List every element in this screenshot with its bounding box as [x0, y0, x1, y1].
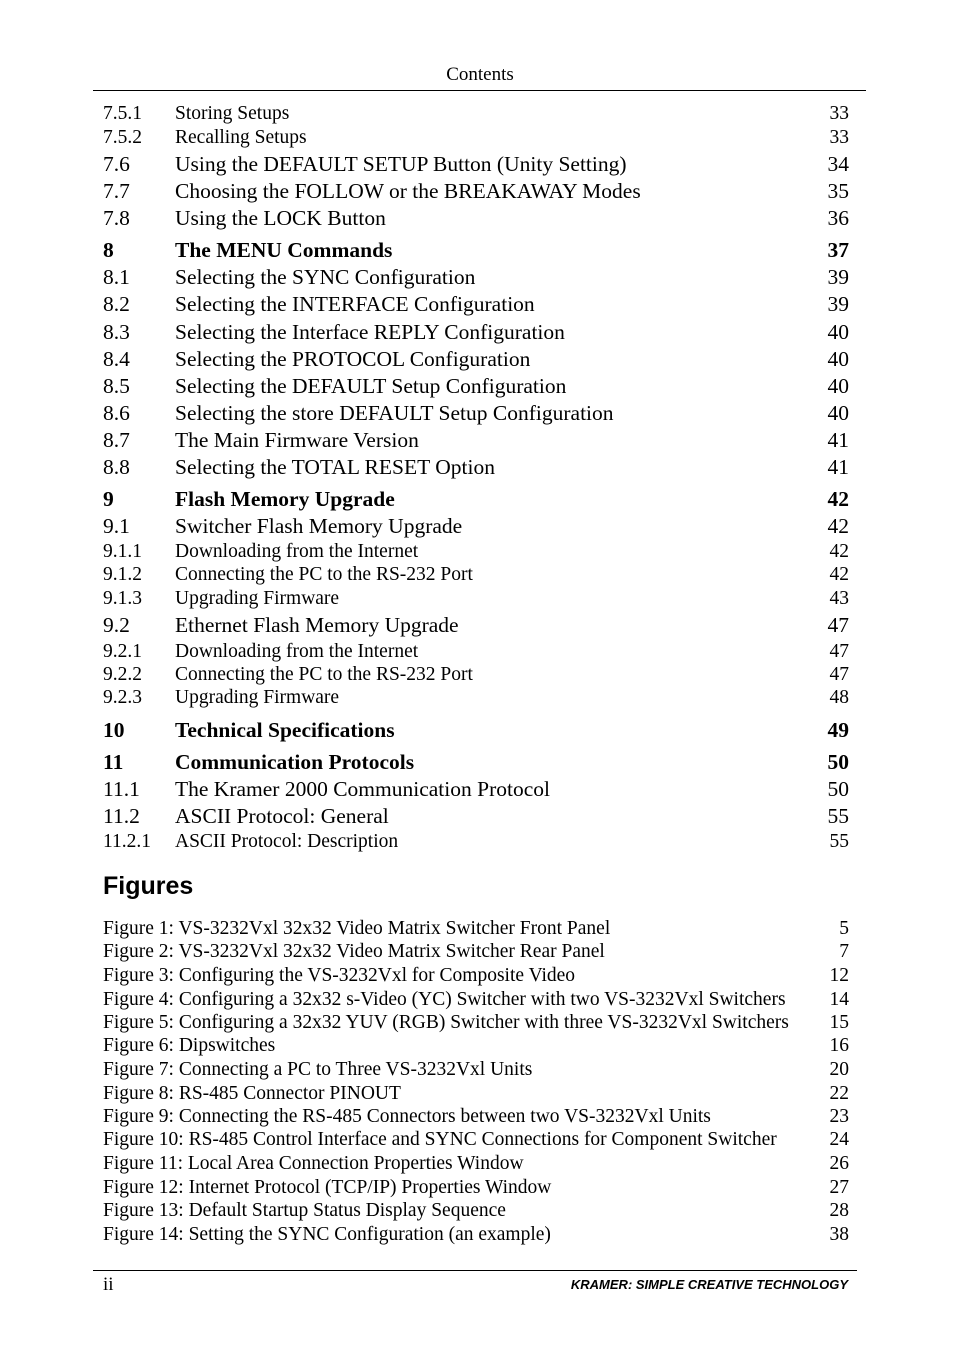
toc-entry[interactable]: [103, 206, 849, 230]
toc-entry-number: 9.2.3: [103, 687, 142, 708]
toc-entry-title: Downloading from the Internet: [175, 641, 419, 662]
figure-entry-page: 12: [829, 965, 849, 986]
figure-entry-page: 16: [829, 1035, 849, 1056]
toc-entry-title: Upgrading Firmware: [175, 588, 340, 609]
toc-entry-number: 8.3: [103, 320, 130, 344]
toc-entry-page: 39: [827, 265, 849, 289]
toc-entry-number: 11.1: [103, 777, 140, 801]
toc-entry[interactable]: [103, 179, 849, 203]
toc-entry-number: 9.1: [103, 514, 130, 538]
toc-entry-title: ASCII Protocol: Description: [175, 831, 399, 852]
toc-entry-number: 7.5.1: [103, 103, 142, 124]
figure-entry[interactable]: [103, 1058, 849, 1081]
toc-entry-number: 11: [103, 750, 124, 774]
figure-entry-title: Figure 1: VS-3232Vxl 32x32 Video Matrix Switcher Front Panel: [103, 918, 611, 939]
toc-entry-title: Switcher Flash Memory Upgrade: [175, 514, 463, 538]
toc-entry-number: 8.6: [103, 401, 130, 425]
toc-entry[interactable]: [103, 102, 849, 126]
toc-entry-title: Recalling Setups: [175, 127, 307, 148]
toc-entry-number: 9.2.1: [103, 641, 142, 662]
toc-entry-number: 8.1: [103, 265, 130, 289]
toc-entry-title: Flash Memory Upgrade: [175, 487, 395, 511]
toc-entry-title: Selecting the TOTAL RESET Option: [175, 455, 495, 479]
toc-entry-page: 35: [827, 179, 849, 203]
toc-entry-title: ASCII Protocol: General: [175, 804, 389, 828]
toc-entry[interactable]: [103, 401, 849, 425]
toc-entry-title: Choosing the FOLLOW or the BREAKAWAY Modes: [175, 179, 641, 203]
toc-entry[interactable]: [103, 455, 849, 479]
toc-entry-page: 49: [827, 718, 849, 742]
figure-entry-page: 7: [839, 941, 849, 962]
figure-entry-page: 26: [829, 1153, 849, 1174]
toc-entry-number: 8.2: [103, 292, 130, 316]
toc-entry-title: Communication Protocols: [175, 750, 415, 774]
figure-entry-title: Figure 5: Configuring a 32x32 YUV (RGB) Switcher with three VS-3232Vxl Switchers: [103, 1012, 789, 1033]
toc-entry-page: 47: [829, 641, 849, 662]
figure-entry[interactable]: [103, 1128, 849, 1151]
toc-entry-page: 47: [829, 664, 849, 685]
toc-entry-number: 8.8: [103, 455, 130, 479]
toc-entry-title: Technical Specifications: [175, 718, 395, 742]
toc-entry-page: 36: [827, 206, 849, 230]
figure-entry[interactable]: [103, 1082, 849, 1105]
toc-entry[interactable]: [103, 292, 849, 316]
toc-entry-number: 7.7: [103, 179, 130, 203]
figure-entry[interactable]: [103, 988, 849, 1011]
toc-entry-title: Connecting the PC to the RS-232 Port: [175, 564, 473, 585]
figure-entry-title: Figure 2: VS-3232Vxl 32x32 Video Matrix Switcher Rear Panel: [103, 941, 605, 962]
toc-entry[interactable]: [103, 514, 849, 538]
toc-entry-page: 40: [827, 347, 849, 371]
toc-entry-title: Selecting the PROTOCOL Configuration: [175, 347, 531, 371]
figure-entry-title: Figure 4: Configuring a 32x32 s-Video (YC) Switcher with two VS-3232Vxl Switchers: [103, 989, 786, 1010]
figure-entry-title: Figure 11: Local Area Connection Properties Window: [103, 1153, 524, 1174]
figure-entry-page: 14: [829, 989, 849, 1010]
footer-page-number: ii: [103, 1274, 114, 1295]
toc-entry-number: 7.8: [103, 206, 130, 230]
figure-entry[interactable]: [103, 1034, 849, 1057]
footer-brand: KRAMER: SIMPLE CREATIVE TECHNOLOGY: [570, 1277, 848, 1292]
toc-entry-number: 10: [103, 718, 125, 742]
toc-entry-page: 40: [827, 320, 849, 344]
toc-entry-title: Selecting the Interface REPLY Configuration: [175, 320, 565, 344]
figure-entry-title: Figure 9: Connecting the RS-485 Connectors between two VS-3232Vxl Units: [103, 1106, 711, 1127]
toc-entry[interactable]: [103, 804, 849, 828]
toc-entry[interactable]: [103, 640, 849, 664]
figure-entry-page: 28: [829, 1200, 849, 1221]
toc-entry-page: 37: [827, 238, 849, 262]
toc-entry-page: 43: [829, 588, 849, 609]
figure-entry-title: Figure 13: Default Startup Status Display Sequence: [103, 1200, 506, 1221]
toc-entry[interactable]: [103, 374, 849, 398]
toc-entry[interactable]: [103, 777, 849, 801]
toc-entry-page: 47: [827, 613, 849, 637]
toc-entry-page: 41: [827, 428, 849, 452]
toc-entry-title: Downloading from the Internet: [175, 541, 419, 562]
toc-entry-number: 7.6: [103, 152, 130, 176]
figure-entry[interactable]: [103, 964, 849, 987]
toc-entry-page: 55: [827, 804, 849, 828]
toc-entry-title: The Kramer 2000 Communication Protocol: [175, 777, 550, 801]
toc-entry[interactable]: [103, 587, 849, 611]
figure-entry-title: Figure 6: Dipswitches: [103, 1035, 276, 1056]
toc-entry-page: 55: [829, 831, 849, 852]
figure-entry-page: 22: [829, 1083, 849, 1104]
toc-entry-number: 11.2.1: [103, 831, 152, 852]
toc-entry-page: 50: [827, 777, 849, 801]
toc-entry-title: Selecting the SYNC Configuration: [175, 265, 476, 289]
figure-entry-page: 23: [829, 1106, 849, 1127]
toc-entry-page: 50: [827, 750, 849, 774]
page-header-title: Contents: [446, 64, 514, 85]
toc-entry-number: 8: [103, 238, 114, 262]
figure-entry-page: 20: [829, 1059, 849, 1080]
toc-entry[interactable]: [103, 152, 849, 176]
toc-entry-title: Using the LOCK Button: [175, 206, 386, 230]
figure-entry[interactable]: [103, 1223, 849, 1246]
toc-entry-page: 41: [827, 455, 849, 479]
figure-entry[interactable]: [103, 1105, 849, 1128]
figure-entry-page: 38: [829, 1224, 849, 1245]
figures-heading: Figures: [103, 872, 194, 900]
toc-entry[interactable]: [103, 686, 849, 710]
toc-entry-page: 42: [829, 564, 849, 585]
toc-entry[interactable]: [103, 830, 849, 854]
toc-entry-page: 39: [827, 292, 849, 316]
figure-entry[interactable]: [103, 940, 849, 963]
toc-entry[interactable]: [103, 126, 849, 150]
toc-entry-number: 7.5.2: [103, 127, 142, 148]
toc-entry-title: Selecting the DEFAULT Setup Configuration: [175, 374, 567, 398]
toc-entry-number: 9.2.2: [103, 664, 142, 685]
toc-entry-number: 8.7: [103, 428, 130, 452]
toc-entry-page: 40: [827, 374, 849, 398]
toc-entry-title: Connecting the PC to the RS-232 Port: [175, 664, 473, 685]
toc-entry[interactable]: [103, 428, 849, 452]
toc-entry-number: 9: [103, 487, 114, 511]
toc-entry-page: 42: [829, 541, 849, 562]
toc-entry-page: 42: [827, 487, 849, 511]
toc-entry-number: 9.1.1: [103, 541, 142, 562]
toc-entry-title: Upgrading Firmware: [175, 687, 340, 708]
toc-entry-page: 33: [829, 103, 849, 124]
figure-entry-title: Figure 14: Setting the SYNC Configuration (an example): [103, 1224, 551, 1245]
toc-entry-page: 40: [827, 401, 849, 425]
toc-entry-title: Using the DEFAULT SETUP Button (Unity Setting): [175, 152, 627, 176]
figure-entry[interactable]: [103, 917, 849, 940]
figure-entry-page: 5: [839, 918, 849, 939]
toc-entry[interactable]: [103, 487, 849, 511]
toc-entry-page: 42: [827, 514, 849, 538]
toc-entry-title: Storing Setups: [175, 103, 290, 124]
toc-entry-number: 8.4: [103, 347, 130, 371]
toc-entry[interactable]: [103, 718, 849, 742]
figure-entry-page: 15: [829, 1012, 849, 1033]
header-rule: [93, 90, 866, 91]
toc-entry-number: 9.1.3: [103, 588, 142, 609]
figure-entry-title: Figure 7: Connecting a PC to Three VS-3232Vxl Units: [103, 1059, 533, 1080]
toc-entry[interactable]: [103, 347, 849, 371]
toc-entry-title: The MENU Commands: [175, 238, 393, 262]
figure-entry-title: Figure 12: Internet Protocol (TCP/IP) Properties Window: [103, 1177, 552, 1198]
figure-entry[interactable]: [103, 1011, 849, 1034]
figure-entry[interactable]: [103, 1199, 849, 1222]
figure-entry[interactable]: [103, 1152, 849, 1175]
figure-entry-page: 24: [829, 1129, 849, 1150]
toc-entry-page: 33: [829, 127, 849, 148]
toc-entry[interactable]: [103, 663, 849, 687]
figure-entry-title: Figure 8: RS-485 Connector PINOUT: [103, 1083, 401, 1104]
toc-entry-title: Selecting the INTERFACE Configuration: [175, 292, 535, 316]
toc-entry-page: 34: [827, 152, 849, 176]
toc-entry-number: 11.2: [103, 804, 140, 828]
figure-entry[interactable]: [103, 1176, 849, 1199]
toc-entry-number: 9.1.2: [103, 564, 142, 585]
toc-entry-page: 48: [829, 687, 849, 708]
footer-rule: [93, 1270, 857, 1271]
figure-entry-title: Figure 3: Configuring the VS-3232Vxl for Composite Video: [103, 965, 576, 986]
toc-entry-number: 8.5: [103, 374, 130, 398]
toc-entry[interactable]: [103, 540, 849, 564]
figure-entry-page: 27: [829, 1177, 849, 1198]
toc-entry[interactable]: [103, 320, 849, 344]
toc-entry[interactable]: [103, 265, 849, 289]
toc-entry[interactable]: [103, 238, 849, 262]
toc-entry[interactable]: [103, 563, 849, 587]
toc-entry-number: 9.2: [103, 613, 130, 637]
toc-entry-title: Selecting the store DEFAULT Setup Configuration: [175, 401, 614, 425]
toc-entry-title: Ethernet Flash Memory Upgrade: [175, 613, 459, 637]
toc-entry[interactable]: [103, 613, 849, 637]
figure-entry-title: Figure 10: RS-485 Control Interface and SYNC Connections for Component Switcher: [103, 1129, 777, 1150]
toc-entry[interactable]: [103, 750, 849, 774]
toc-entry-title: The Main Firmware Version: [175, 428, 419, 452]
